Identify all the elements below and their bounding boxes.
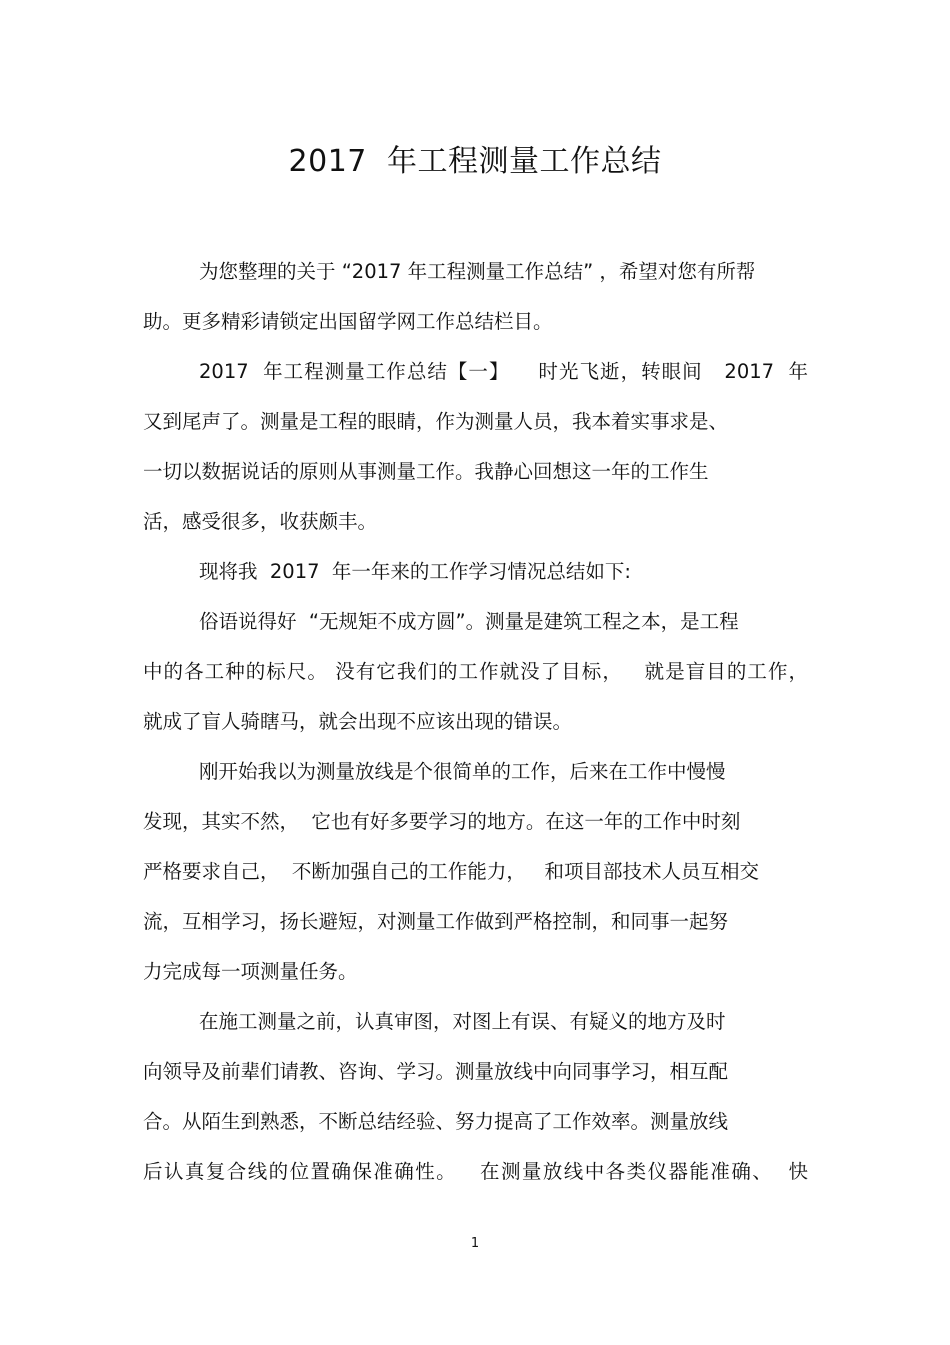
text-line: 流，互相学习，扬长避短，对测量工作做到严格控制，和同事一起努 [143,910,729,933]
text-line: 发现，其实不然， 它也有好多要学习的地方。在这一年的工作中时刻 [143,810,741,833]
text-line: 在施工测量之前，认真审图，对图上有误、有疑义的地方及时 [199,1010,726,1033]
text-line: 中的各工种的标尺。 没有它我们的工作就没了目标， 就是盲目的工作， [143,660,808,683]
text-line: 后认真复合线的位置确保准确性。 在测量放线中各类仪器能准确、 快 [143,1160,808,1183]
document-title: 2017 年工程测量工作总结 [288,144,662,179]
text-line: 现将我 2017 年一年来的工作学习情况总结如下: [199,560,631,583]
text-line: 就成了盲人骑瞎马，就会出现不应该出现的错误。 [143,710,573,733]
text-line: 合。从陌生到熟悉，不断总结经验、努力提高了工作效率。测量放线 [143,1110,729,1133]
text-line: 活，感受很多，收获颇丰。 [143,510,378,533]
text-line: 力完成每一项测量任务。 [143,960,358,983]
text-line: 助。更多精彩请锁定出国留学网工作总结栏目。 [143,310,553,333]
text-line: 一切以数据说话的原则从事测量工作。我静心回想这一年的工作生 [143,460,709,483]
text-line: 又到尾声了。测量是工程的眼睛，作为测量人员，我本着实事求是、 [143,410,729,433]
text-line: 严格要求自己， 不断加强自己的工作能力， 和项目部技术人员互相交 [143,860,759,883]
text-line: 2017 年工程测量工作总结【一】 时光飞逝，转眼间 2017 年 [199,360,808,383]
text-line: 向领导及前辈们请教、咨询、学习。测量放线中向同事学习，相互配 [143,1060,729,1083]
text-line: 为您整理的关于 “2017 年工程测量工作总结” ，希望对您有所帮 [199,260,756,283]
document-body [143,247,808,1197]
page-number: 1 [470,1236,480,1251]
text-line: 俗语说得好 “无规矩不成方圆”。测量是建筑工程之本，是工程 [199,610,739,633]
text-line: 刚开始我以为测量放线是个很简单的工作，后来在工作中慢慢 [199,760,726,783]
